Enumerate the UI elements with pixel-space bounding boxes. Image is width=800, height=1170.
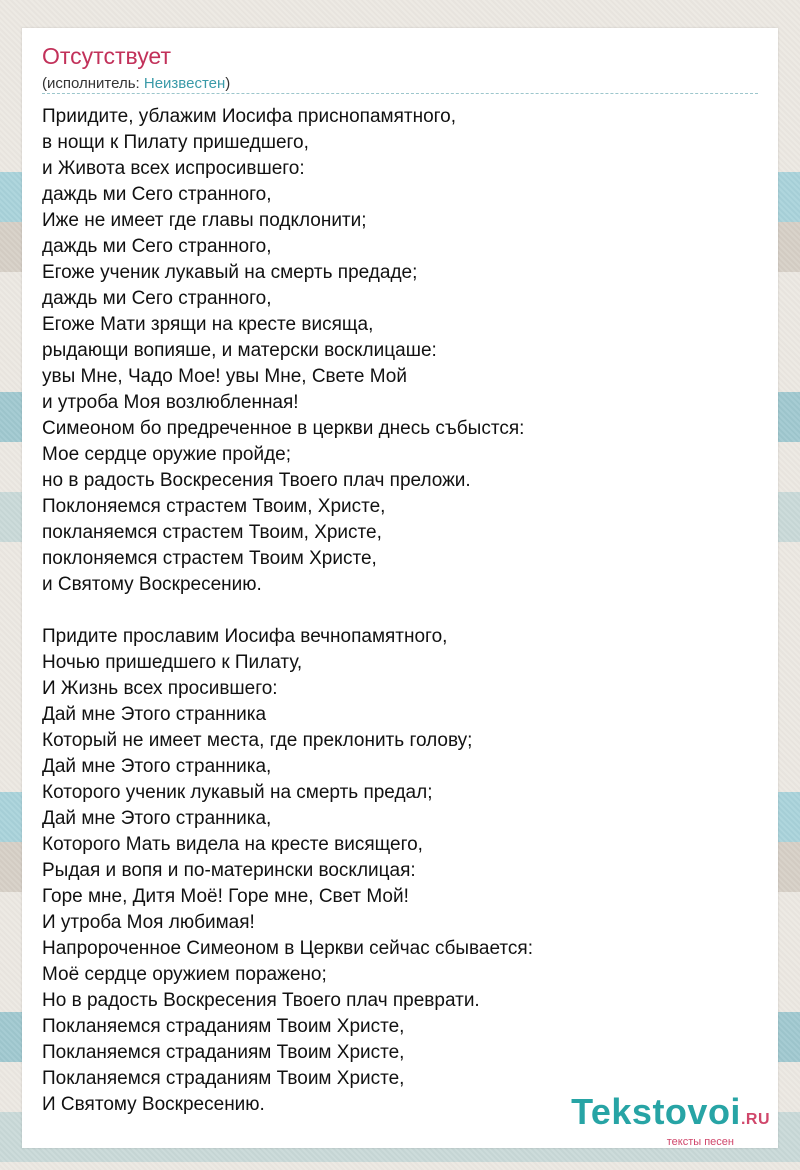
lyric-line: Иже не имеет где главы подклонити; [42, 210, 367, 231]
lyric-line: И Святому Воскресению. [42, 1094, 265, 1115]
lyric-line: Покланяемся страданиям Твоим Христе, [42, 1016, 405, 1037]
lyric-line: Симеоном бо предреченное в церкви днесь събыстся: [42, 418, 525, 439]
lyric-line: Придите прославим Иосифа вечнопамятного, [42, 626, 448, 647]
lyric-line: поклоняемся страстем Твоим Христе, [42, 548, 377, 569]
lyric-line: Который не имеет места, где преклонить голову; [42, 730, 473, 751]
lyrics-text [42, 104, 758, 1118]
lyric-line: и Живота всех испросившего: [42, 158, 305, 179]
song-title: Отсутствует [42, 43, 171, 69]
lyric-line: Которого Мать видела на кресте висящего, [42, 834, 423, 855]
lyric-line: Которого ученик лукавый на смерть предал; [42, 782, 433, 803]
lyric-line: Покланяемся страданиям Твоим Христе, [42, 1042, 405, 1063]
header-divider [42, 93, 758, 94]
lyric-line: и Святому Воскресению. [42, 574, 262, 595]
lyric-line: покланяемся страстем Твоим, Христе, [42, 522, 382, 543]
lyric-line: и утроба Моя возлюбленная! [42, 392, 299, 413]
lyric-line: Егоже Мати зрящи на кресте висяща, [42, 314, 374, 335]
artist-link[interactable]: Неизвестен [143, 75, 226, 92]
lyric-line: И утроба Моя любимая! [42, 912, 255, 933]
logo-name: Tekstovoi [571, 1091, 741, 1132]
artist-prefix: (исполнитель: [42, 75, 144, 92]
lyrics-card [22, 28, 778, 1148]
logo-wordmark [571, 1091, 770, 1138]
lyric-line: Ночью пришедшего к Пилату, [42, 652, 303, 673]
lyric-line: Дай мне Этого странника, [42, 756, 272, 777]
lyric-line: Покланяемся страданиям Твоим Христе, [42, 1068, 405, 1089]
logo-tld: .RU [740, 1111, 770, 1128]
song-header [42, 42, 758, 94]
lyric-line: Приидите, ублажим Иосифа приснопамятного, [42, 106, 456, 127]
lyric-line: Дай мне Этого странника [42, 704, 267, 725]
site-logo[interactable] [571, 1091, 770, 1148]
lyric-line: но в радость Воскресения Твоего плач преложи. [42, 470, 471, 491]
lyric-line: Рыдая и вопя и по-матерински восклицая: [42, 860, 416, 881]
lyric-line: Моё сердце оружием поражено; [42, 964, 327, 985]
lyrics-stanza-2 [42, 624, 758, 1118]
artist-suffix: ) [225, 75, 231, 92]
lyric-line: увы Мне, Чадо Мое! увы Мне, Свете Мой [42, 366, 407, 387]
song-artist-line [42, 74, 758, 94]
lyric-line: Егоже ученик лукавый на смерть предаде; [42, 262, 418, 283]
lyric-line: даждь ми Сего странного, [42, 236, 272, 257]
lyric-line: Горе мне, Дитя Моё! Горе мне, Свет Мой! [42, 886, 409, 907]
logo-tagline: тексты песен [666, 1136, 734, 1148]
lyric-line: Но в радость Воскресения Твоего плач преврати. [42, 990, 480, 1011]
lyric-line: Мое сердце оружие пройде; [42, 444, 292, 465]
lyric-line: И Жизнь всех просившего: [42, 678, 278, 699]
lyric-line: Дай мне Этого странника, [42, 808, 272, 829]
lyric-line: в нощи к Пилату пришедшего, [42, 132, 309, 153]
lyric-line: Поклоняемся страстем Твоим, Христе, [42, 496, 386, 517]
lyric-line: Напророченное Симеоном в Церкви сейчас сбывается: [42, 938, 533, 959]
lyric-line: рыдающи вопияше, и матерски восклицаше: [42, 340, 437, 361]
lyric-line: даждь ми Сего странного, [42, 288, 272, 309]
stanza-spacer [42, 598, 758, 624]
lyrics-stanza-1 [42, 104, 758, 598]
lyric-line: даждь ми Сего странного, [42, 184, 272, 205]
